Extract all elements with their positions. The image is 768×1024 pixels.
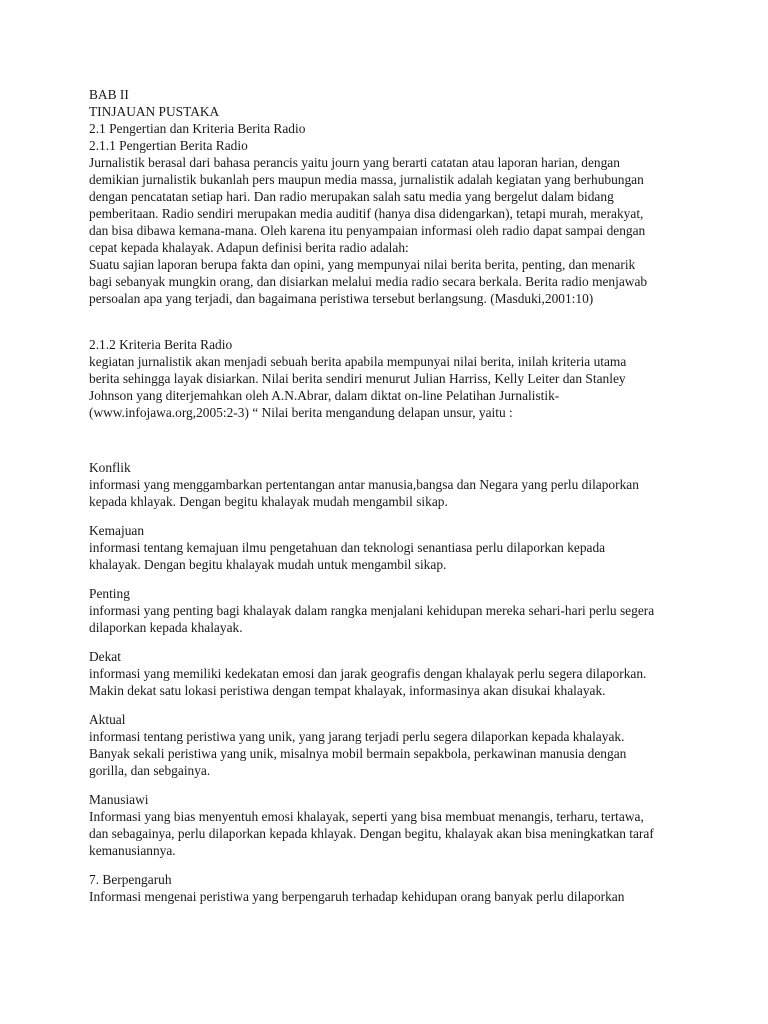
criterion-line: khalayak. Dengan begitu khalayak mudah untuk mengambil sikap. bbox=[89, 557, 447, 572]
criterion-title: Konflik bbox=[89, 460, 131, 475]
spacer bbox=[89, 307, 689, 336]
paragraph-line: demikian jurnalistik bukanlah pers maupun media massa, jurnalistik adalah kegiatan yang berhubungan bbox=[89, 172, 644, 187]
criterion-title: Manusiawi bbox=[89, 792, 149, 807]
paragraph-line: berita sehingga layak disiarkan. Nilai berita sendiri menurut Julian Harriss, Kelly Leiter dan Stanley bbox=[89, 371, 626, 386]
criterion-line: informasi yang menggambarkan pertentangan antar manusia,bangsa dan Negara yang perlu dilaporkan bbox=[89, 477, 639, 492]
subsection-heading: 2.1.2 Kriteria Berita Radio bbox=[89, 337, 233, 352]
criterion-title: Kemajuan bbox=[89, 523, 145, 538]
paragraph-line: Suatu sajian laporan berupa fakta dan opini, yang mempunyai nilai berita berita, penting, dan menarik bbox=[89, 257, 636, 272]
criterion-title: Dekat bbox=[89, 649, 121, 664]
criterion-line: informasi yang penting bagi khalayak dalam rangka menjalani kehidupan mereka sehari-hari perlu segera bbox=[89, 603, 655, 618]
subsection-heading: 2.1.1 Pengertian Berita Radio bbox=[89, 138, 248, 153]
chapter-heading: BAB II bbox=[89, 87, 129, 102]
criterion-line: dan sebagainya, perlu dilaporkan kepada khlayak. Dengan begitu, khalayak akan bisa meningkatkan taraf bbox=[89, 826, 654, 841]
criterion-line: Banyak sekali peristiwa yang unik, misalnya mobil bermain sepakbola, perkawinan manusia dengan bbox=[89, 746, 627, 761]
criterion-line: dilaporkan kepada khalayak. bbox=[89, 620, 243, 635]
paragraph-line: pemberitaan. Radio sendiri merupakan media auditif (hanya disa didengarkan), tetapi murah, merakyat, bbox=[89, 206, 644, 221]
paragraph-line: kegiatan jurnalistik akan menjadi sebuah berita apabila mempunyai nilai berita, inilah kriteria utama bbox=[89, 354, 627, 369]
paragraph-line: Johnson yang diterjemahkan oleh A.N.Abrar, dalam diktat on-line Pelatihan Jurnalistik- bbox=[89, 388, 560, 403]
paragraph-line: dan bisa dibawa kemana-mana. Oleh karena itu penyampaian informasi oleh radio dapat sampai dengan bbox=[89, 223, 646, 238]
paragraph-line: bagi sebanyak mungkin orang, dan disiarkan melalui media radio secara berkala. Berita radio menjawab bbox=[89, 274, 648, 289]
paragraph-line: dengan pencatatan setiap hari. Dan radio merupakan salah satu media yang bergelut dalam bidang bbox=[89, 189, 614, 204]
document-page bbox=[89, 86, 689, 905]
criterion-line: informasi yang memiliki kedekatan emosi dan jarak geografis dengan khalayak perlu segera dilaporkan. bbox=[89, 666, 647, 681]
criterion-title: Penting bbox=[89, 586, 130, 601]
paragraph-line: (www.infojawa.org,2005:2-3) “ Nilai berita mengandung delapan unsur, yaitu : bbox=[89, 405, 513, 420]
paragraph-line: persoalan apa yang terjadi, dan bagaimana peristiwa tersebut berlangsung. (Masduki,2001:10) bbox=[89, 291, 594, 306]
criterion-line: kemanusiannya. bbox=[89, 843, 176, 858]
paragraph-line: Jurnalistik berasal dari bahasa perancis yaitu journ yang berarti catatan atau laporan harian, dengan bbox=[89, 155, 620, 170]
criterion-title: Aktual bbox=[89, 712, 126, 727]
criterion-line: Makin dekat satu lokasi peristiwa dengan tempat khalayak, informasinya akan disukai khalayak. bbox=[89, 683, 606, 698]
spacer bbox=[89, 510, 689, 522]
spacer bbox=[89, 779, 689, 791]
criterion-line: Informasi mengenai peristiwa yang berpengaruh terhadap kehidupan orang banyak perlu dilaporkan bbox=[89, 889, 625, 904]
paragraph-line: cepat kepada khalayak. Adapun definisi berita radio adalah: bbox=[89, 240, 409, 255]
criterion-line: informasi tentang peristiwa yang unik, yang jarang terjadi perlu segera dilaporkan kepada khalayak. bbox=[89, 729, 625, 744]
section-heading: 2.1 Pengertian dan Kriteria Berita Radio bbox=[89, 121, 306, 136]
criterion-line: informasi tentang kemajuan ilmu pengetahuan dan teknologi senantiasa perlu dilaporkan kepada bbox=[89, 540, 606, 555]
spacer bbox=[89, 699, 689, 711]
criterion-line: gorilla, dan sebgainya. bbox=[89, 763, 211, 778]
spacer bbox=[89, 859, 689, 871]
criterion-title: 7. Berpengaruh bbox=[89, 872, 172, 887]
criterion-line: Informasi yang bias menyentuh emosi khalayak, seperti yang bisa membuat menangis, terharu, tertawa, bbox=[89, 809, 644, 824]
chapter-title: TINJAUAN PUSTAKA bbox=[89, 104, 220, 119]
spacer bbox=[89, 636, 689, 648]
criterion-line: kepada khlayak. Dengan begitu khalayak mudah mengambil sikap. bbox=[89, 494, 448, 509]
spacer bbox=[89, 573, 689, 585]
spacer bbox=[89, 421, 689, 459]
